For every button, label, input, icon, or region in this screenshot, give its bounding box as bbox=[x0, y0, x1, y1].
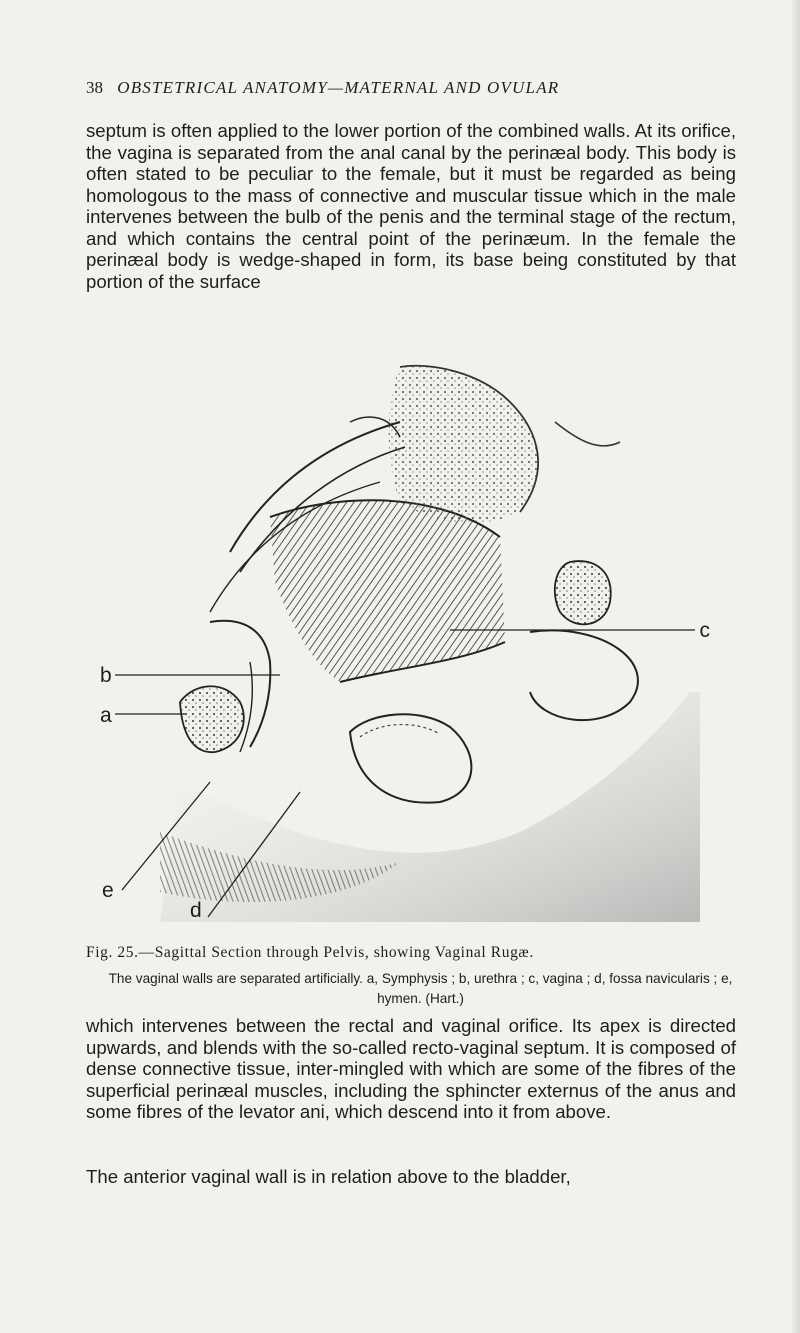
cervix-stippled-region bbox=[389, 366, 538, 523]
label-e: e bbox=[102, 879, 114, 902]
page-number: 38 bbox=[86, 78, 103, 97]
figure-caption-title: Fig. 25.—Sagittal Section through Pelvis, showing Vaginal Rugæ. bbox=[86, 944, 534, 961]
sagittal-section-illustration bbox=[100, 362, 710, 922]
rectal-bone-section bbox=[555, 561, 611, 624]
body-paragraph-top: septum is often applied to the lower portion of the combined walls. At its orifice, the vagina is separated from the anal canal by the perinæal body. This body is often stated to be peculiar to the female, but it must be regarded as being homologous to the mass of connective and muscular tissue which in the male intervenes between the bulb of the penis and the terminal stage of the rectum, and which contains the central point of the perinæum. In the female the perinæal body is wedge-shaped in form, its base being constituted by that portion of the surface bbox=[86, 120, 736, 292]
label-d: d bbox=[190, 899, 202, 922]
label-b: b bbox=[100, 664, 112, 687]
figure-caption-text: The vaginal walls are separated artificially. a, Symphysis ; b, urethra ; c, vagina ; d, fossa navicularis ; e, hymen. (Hart.) bbox=[108, 971, 733, 1006]
body-paragraph-last: The anterior vaginal wall is in relation above to the bladder, bbox=[86, 1166, 571, 1187]
label-a: a bbox=[100, 704, 112, 727]
running-title: OBSTETRICAL ANATOMY—MATERNAL AND OVULAR bbox=[117, 78, 560, 97]
fossa-navicularis-loop bbox=[350, 714, 471, 802]
page-edge-shadow bbox=[790, 0, 800, 1333]
body-paragraph-bottom: which intervenes between the rectal and vaginal orifice. Its apex is directed upwards, and blends with the so-called recto-vaginal septum. It is composed of dense connective tissue, inter-mingled with which are some of the fibres of the superficial perinæal muscles, including the sphincter externus of the anus and some fibres of the levator ani, which descend into it from above. bbox=[86, 1015, 736, 1122]
symphysis-bone bbox=[180, 686, 244, 752]
label-c: c bbox=[699, 619, 710, 642]
rectum-outline bbox=[530, 630, 638, 720]
anatomical-figure bbox=[100, 362, 710, 922]
running-header bbox=[86, 78, 686, 98]
